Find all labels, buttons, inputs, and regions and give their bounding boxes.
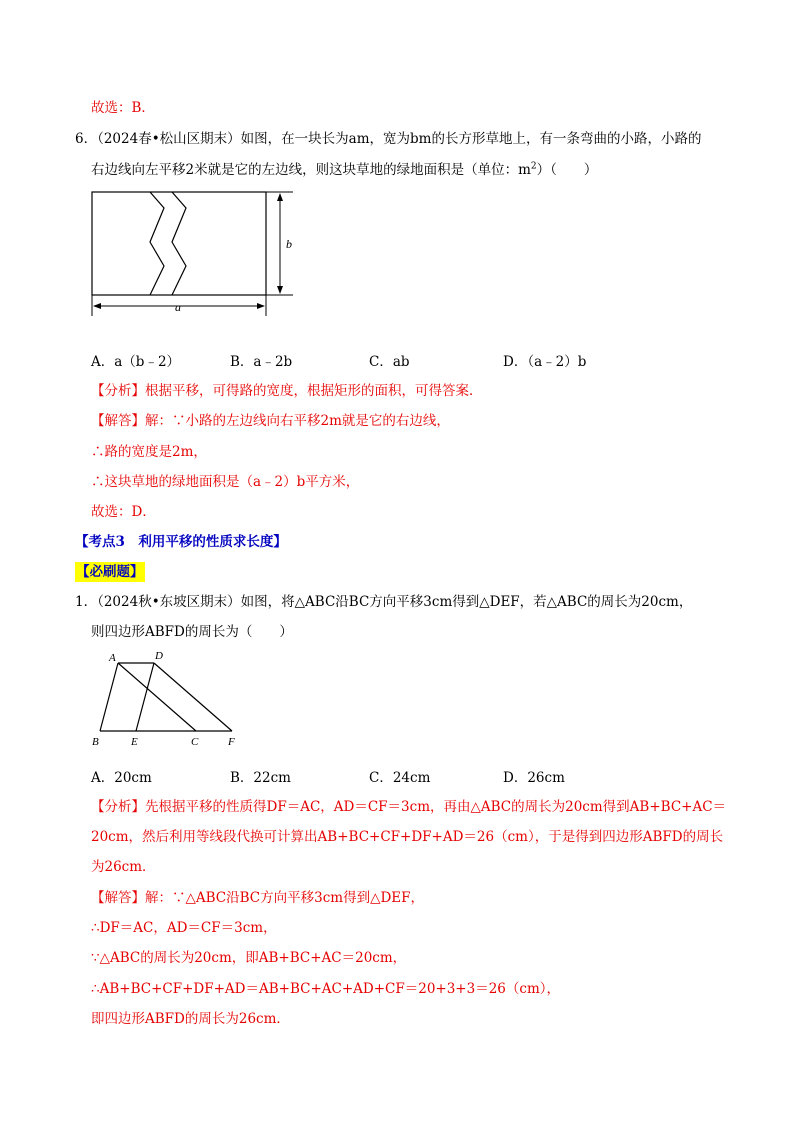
q6-b-arrow-top	[277, 193, 283, 201]
q6-stem-line2	[91, 160, 597, 180]
q1-solution-4: ∴AB+BC+CF+DF+AD＝AB+BC+AC+AD+CF＝20+3+3＝26（cm），	[91, 981, 560, 997]
q1-analysis-2: 20cm，然后利用等线段代换可计算出AB+BC+CF+DF+AD＝26（cm），于是得到四边形ABFD的周长	[91, 829, 724, 845]
q6-path-right	[172, 192, 186, 295]
q6-option-a: A．a（b﹣2）	[91, 354, 181, 370]
q6-option-d: D．（a﹣2）b	[503, 354, 587, 370]
q1-solution-3: ∵△ABC的周长为20cm，即AB+BC+AC＝20cm，	[91, 950, 407, 966]
q1-analysis-1: 【分析】先根据平移的性质得DF＝AC，AD＝CF＝3cm，再由△ABC的周长为20cm得到AB+BC+AC＝	[91, 799, 727, 815]
q1-label-f: F	[228, 736, 235, 748]
q6-analysis: 【分析】根据平移，可得路的宽度，根据矩形的面积，可得答案．	[91, 383, 483, 399]
q6-solution-2: ∴路的宽度是2m，	[91, 444, 207, 460]
q1-segment-ab	[100, 663, 118, 731]
q1-stem-line1: 1．（2024秋•东坡区期末）如图，将△ABC沿BC方向平移3cm得到△DEF，若△ABC的周长为20cm，	[75, 594, 693, 610]
q5-answer: 故选：B．	[91, 100, 155, 116]
q1-stem-line2: 则四边形ABFD的周长为（ ）	[91, 624, 293, 640]
q6-solution-3: ∴这块草地的绿地面积是（a﹣2）b平方米，	[91, 474, 360, 490]
q6-label-a: a	[175, 300, 181, 314]
q6-answer: 故选：D．	[91, 504, 156, 520]
q6-label-b: b	[286, 237, 292, 251]
q6-stem-line2-text: 右边线向左平移2米就是它的左边线，则这块草地的绿地面积是（单位：m	[91, 162, 531, 178]
section-title: 【考点3 利用平移的性质求长度】	[75, 534, 287, 550]
q1-label-d: D	[155, 650, 163, 662]
q1-option-d: D．26cm	[503, 770, 565, 786]
q6-a-arrow-left	[93, 303, 101, 309]
q1-label-c: C	[191, 736, 199, 748]
q6-figure	[88, 190, 303, 320]
q1-solution-1: 【解答】解：∵△ABC沿BC方向平移3cm得到△DEF，	[91, 890, 425, 906]
q1-option-c: C．24cm	[369, 770, 431, 786]
q6-stem-line2-end: ）（ ）	[536, 162, 598, 178]
q6-path-left	[150, 192, 164, 295]
q6-solution-1: 【解答】解：∵小路的左边线向右平移2m就是它的右边线，	[91, 413, 450, 429]
q1-segment-de	[136, 663, 154, 731]
q1-label-a: A	[109, 652, 116, 664]
q6-option-b: B．a﹣2b	[230, 354, 293, 370]
q6-a-arrow-right	[257, 303, 265, 309]
q1-label-b: B	[92, 736, 99, 748]
q1-analysis-3: 为26cm．	[91, 859, 156, 875]
must-do-badge: 【必刷题】	[76, 564, 144, 580]
q1-segment-df	[154, 663, 232, 731]
q6-b-arrow-bottom	[277, 286, 283, 294]
q1-label-e: E	[131, 736, 138, 748]
q1-option-a: A．20cm	[91, 770, 152, 786]
q1-figure	[92, 648, 247, 748]
q6-option-c: C．ab	[369, 354, 410, 370]
q1-solution-2: ∴DF＝AC，AD＝CF＝3cm，	[91, 920, 277, 936]
q1-segment-ac	[118, 663, 196, 731]
q1-solution-5: 即四边形ABFD的周长为26cm．	[91, 1011, 290, 1027]
q6-unit-exponent: 2	[530, 161, 537, 172]
q1-option-b: B．22cm	[230, 770, 291, 786]
q6-stem-line1: 6．（2024春•松山区期末）如图，在一块长为am，宽为bm的长方形草地上，有一条弯曲的小路，小路的	[75, 131, 702, 147]
